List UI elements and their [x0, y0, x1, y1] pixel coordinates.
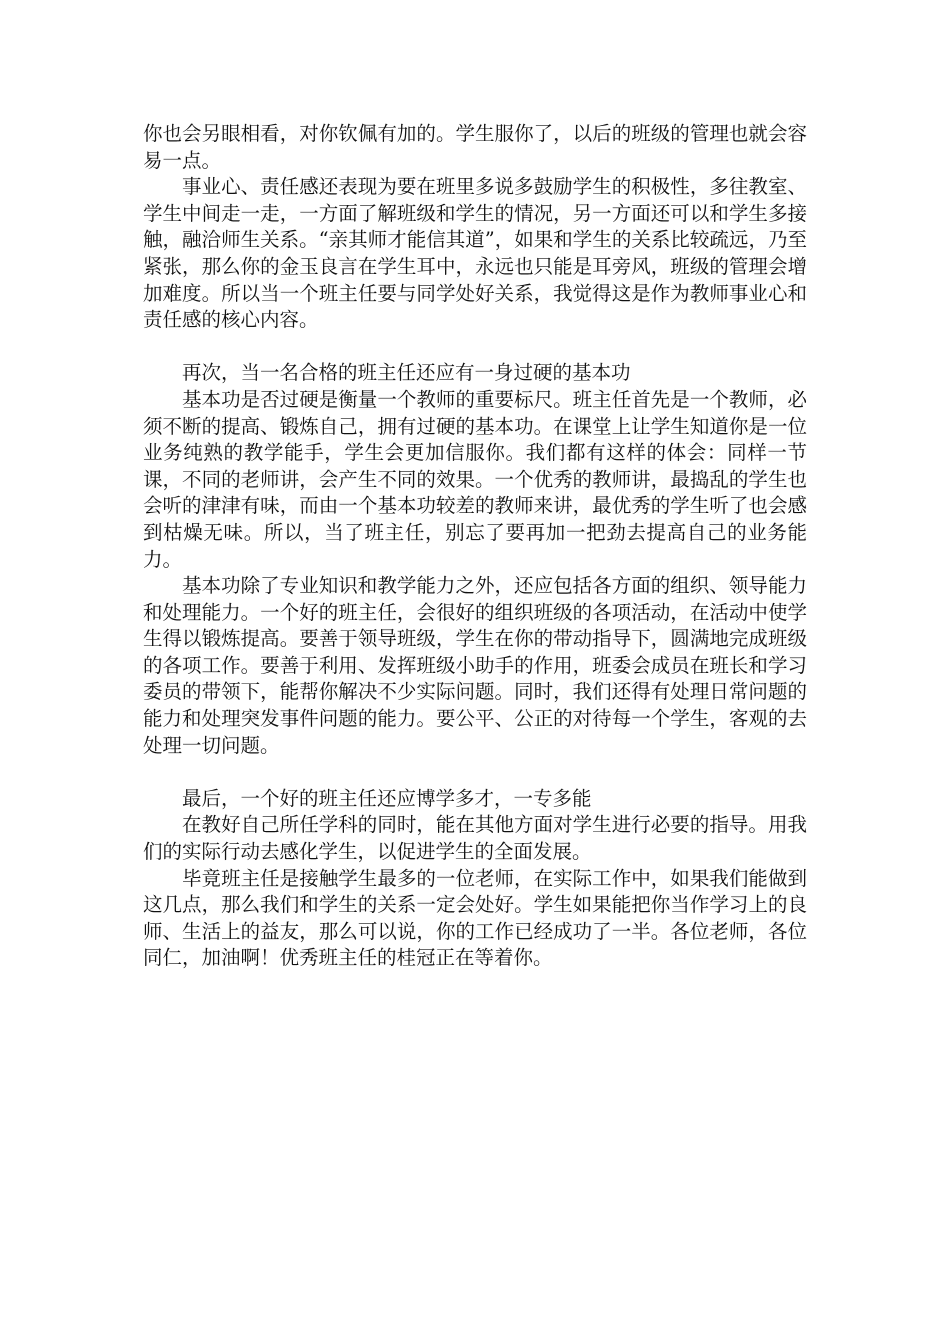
paragraph-continuation: 你也会另眼相看，对你钦佩有加的。学生服你了，以后的班级的管理也就会容易一点。	[143, 122, 807, 172]
paragraph-responsibility: 事业心、责任感还表现为要在班里多说多鼓励学生的积极性，多往教室、学生中间走一走，一方面了解班级和学生的情况，另一方面还可以和学生多接触，融洽师生关系。“亲其师才能信其道”，如果和学生的关系比较疏远，乃至紧张，那么你的金玉良言在学生耳中，永远也只能是耳旁风，班级的管理会增加难度。所以当一个班主任要与同学处好关系，我觉得这是作为教师事业心和责任感的核心内容。	[143, 175, 807, 332]
paragraph-basic-skills: 基本功是否过硬是衡量一个教师的重要标尺。班主任首先是一个教师，必须不断的提高、锻炼自己，拥有过硬的基本功。在课堂上让学生知道你是一位业务纯熟的教学能手，学生会更加信服你。我们都有这样的体会：同样一节课，不同的老师讲，会产生不同的效果。一个优秀的教师讲，最捣乱的学生也会听的津津有味，而由一个基本功较差的教师来讲，最优秀的学生听了也会感到枯燥无味。所以，当了班主任，别忘了要再加一把劲去提高自己的业务能力。	[143, 387, 807, 571]
section-heading-versatility: 最后，一个好的班主任还应博学多才，一专多能	[182, 786, 592, 810]
paragraph-organization-skills: 基本功除了专业知识和教学能力之外，还应包括各方面的组织、领导能力和处理能力。一个好的班主任，会很好的组织班级的各项活动，在活动中使学生得以锻炼提高。要善于领导班级，学生在你的带动指导下，圆满地完成班级的各项工作。要善于利用、发挥班级小助手的作用，班委会成员在班长和学习委员的带领下，能帮你解决不少实际问题。同时，我们还得有处理日常问题的能力和处理突发事件问题的能力。要公平、公正的对待每一个学生，客观的去处理一切问题。	[143, 574, 807, 757]
paragraph-conclusion: 毕竟班主任是接触学生最多的一位老师，在实际工作中，如果我们能做到这几点，那么我们和学生的关系一定会处好。学生如果能把你当作学习上的良师、生活上的益友，那么可以说，你的工作已经成功了一半。各位老师，各位同仁，加油啊！优秀班主任的桂冠正在等着你。	[143, 866, 807, 970]
document-body	[143, 121, 807, 972]
section-heading-basic-skills: 再次，当一名合格的班主任还应有一身过硬的基本功	[182, 361, 631, 385]
paragraph-versatility: 在教好自己所任学科的同时，能在其他方面对学生进行必要的指导。用我们的实际行动去感化学生，以促进学生的全面发展。	[143, 813, 807, 864]
paragraph-gap	[143, 334, 807, 361]
paragraph-gap	[143, 759, 807, 786]
